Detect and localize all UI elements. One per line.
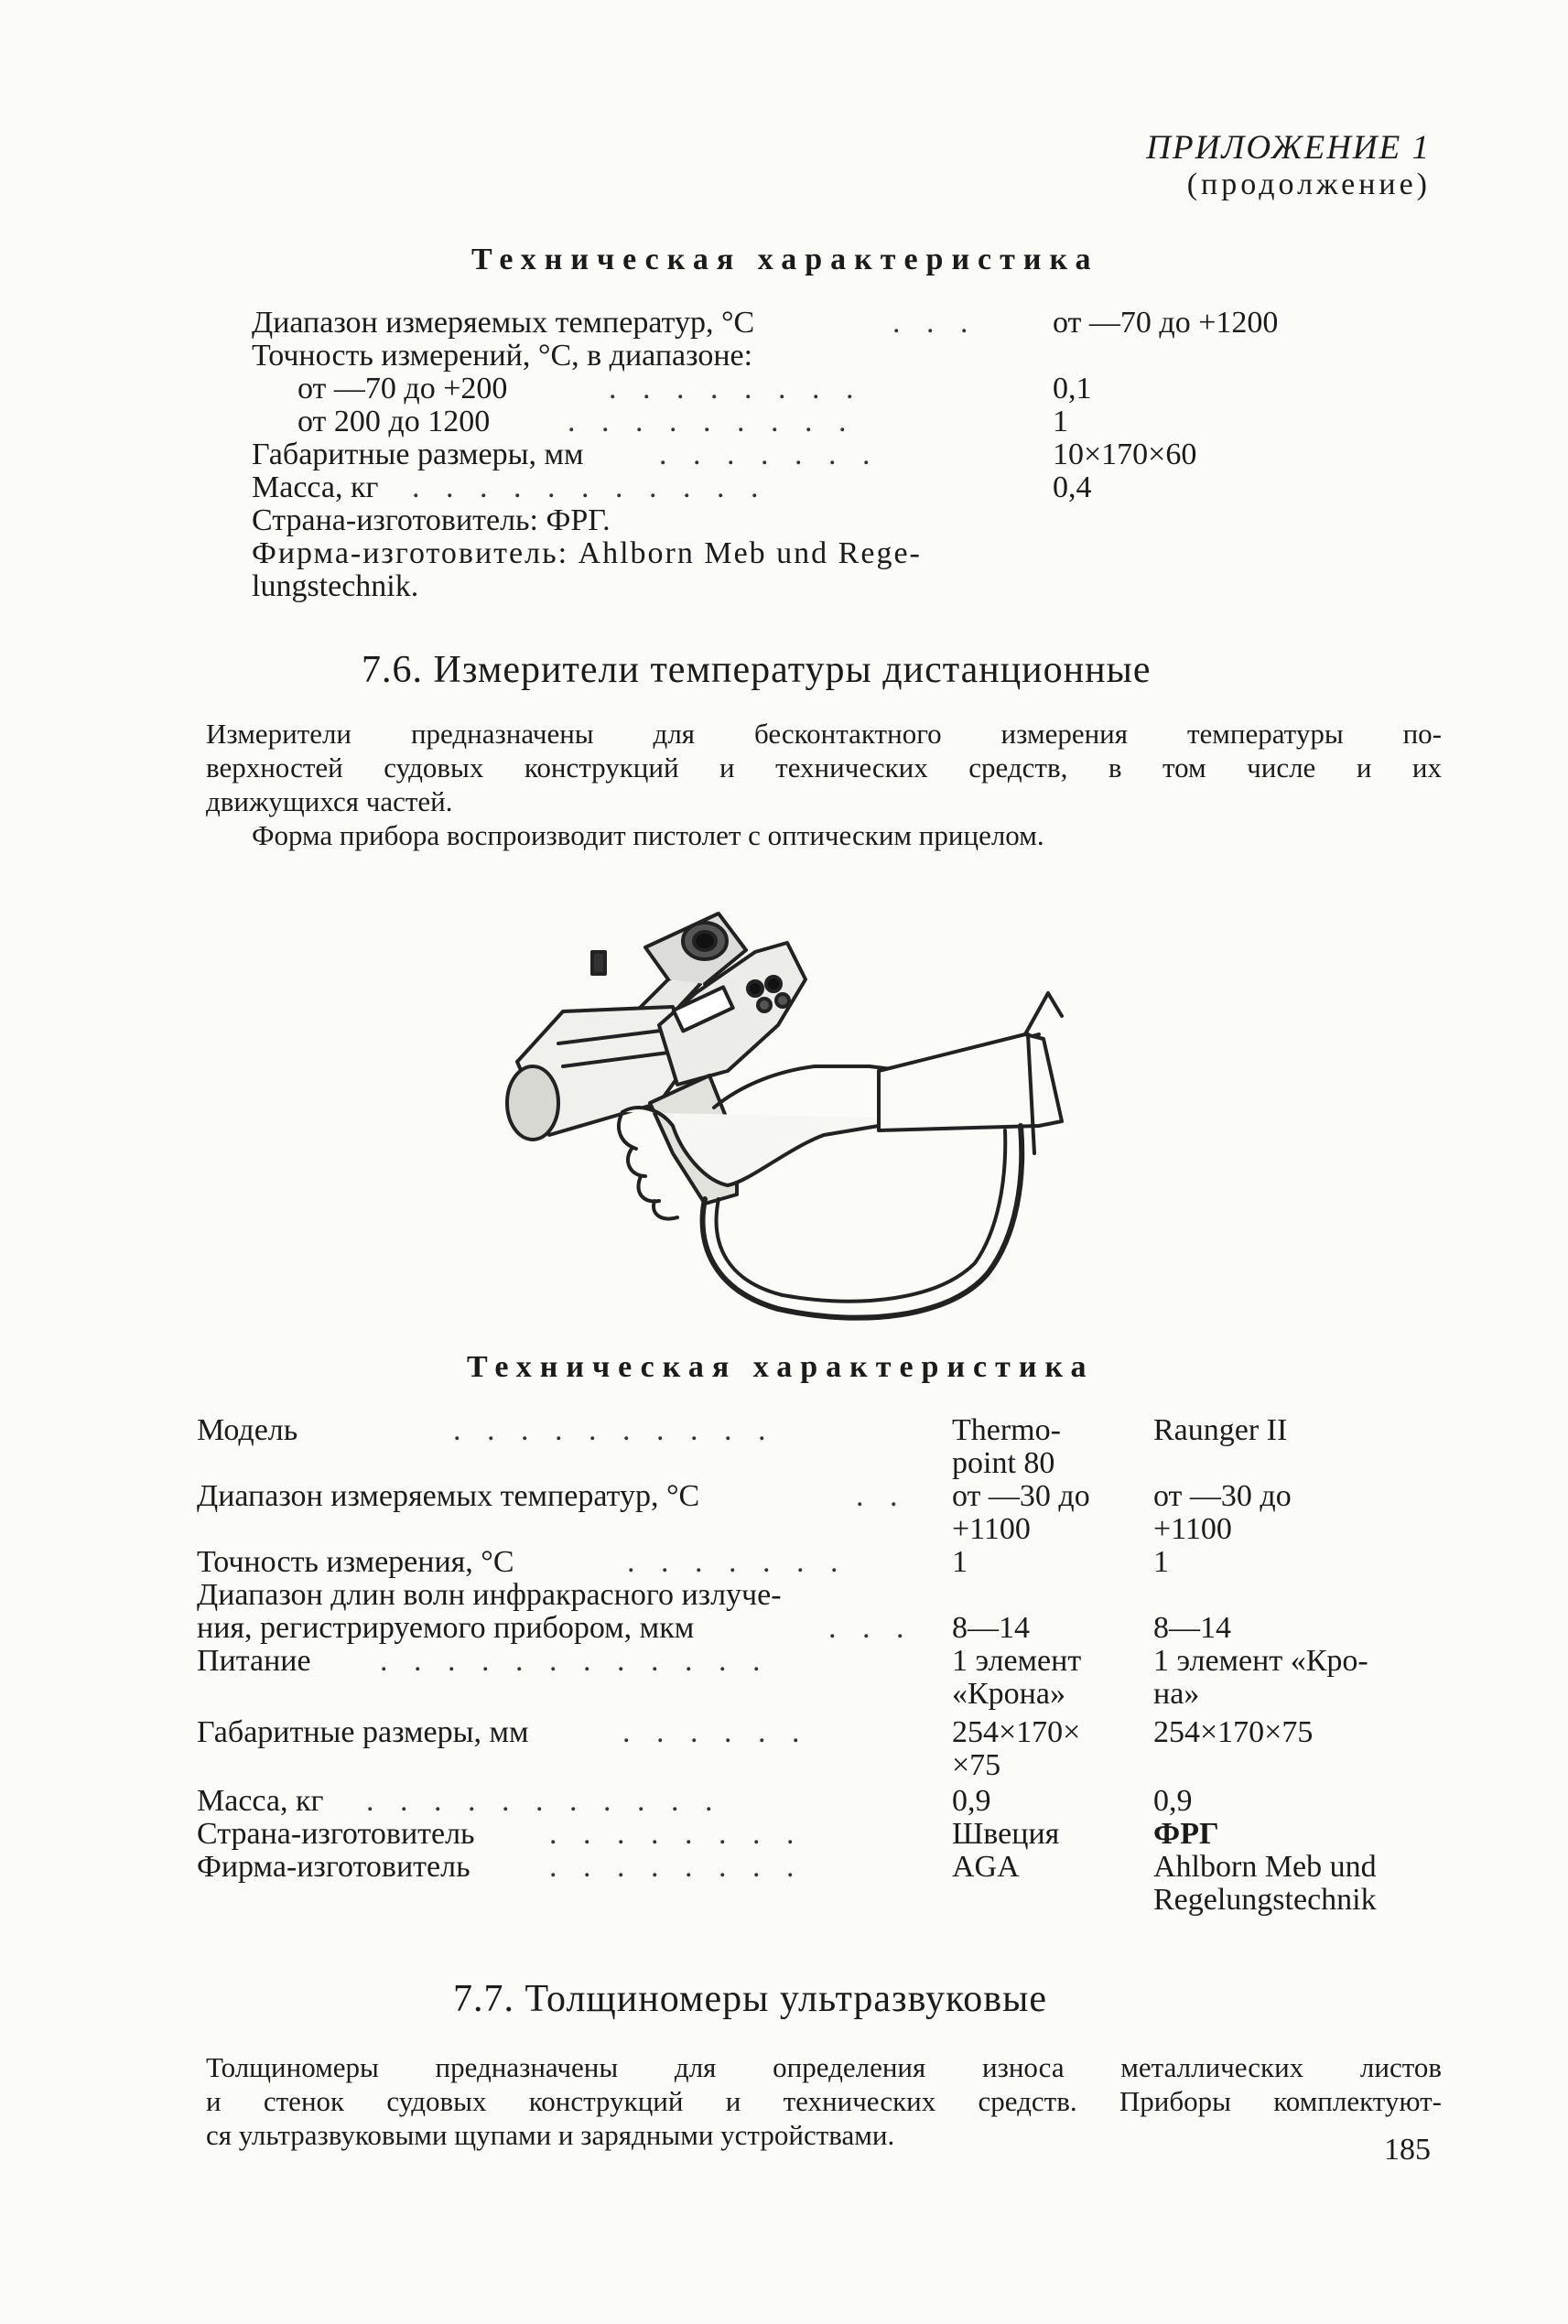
spec1-row-value: от —70 до +1200 [1053, 306, 1279, 340]
spec2-label: Фирма-изготовитель [197, 1850, 470, 1884]
section-7-7-line: и стенок судовых конструкций и технических средств. Приборы комплектуют- [206, 2085, 1442, 2117]
spec1-row-label: Диапазон измеряемых температур, °С [252, 306, 755, 340]
spec2-col1: 0,9 [952, 1784, 991, 1818]
spec2-col2: 254×170×75 [1153, 1715, 1314, 1749]
spec1-row-dots: . . . . . . . [659, 438, 880, 471]
spec2-col1: Thermo- [952, 1413, 1061, 1447]
spec2-dots: . . . . . . . . [549, 1850, 804, 1884]
spec1-country: Страна-изготовитель: ФРГ. [252, 503, 611, 537]
spec1-row-label: Габаритные размеры, мм [252, 438, 584, 471]
appendix-title: ПРИЛОЖЕНИЕ 1 [1146, 129, 1431, 167]
spec2-dots: . . . . . . [622, 1715, 809, 1749]
spec2-col2: +1100 [1153, 1512, 1232, 1546]
spec1-firm-line2: lungstechnik. [252, 569, 419, 603]
spec1-row-label: от 200 до 1200 [297, 405, 491, 438]
spec2-dots: . . . [828, 1611, 914, 1645]
spec2-title: Техническая характеристика [467, 1350, 1095, 1384]
spec1-row-label: Точность измерений, °С, в диапазоне: [252, 339, 753, 373]
spec2-col1: 1 элемент [952, 1644, 1082, 1678]
spec2-col2: Ahlborn Meb und [1153, 1850, 1377, 1884]
section-7-6-para-line: Измерители предназначены для бесконтактного измерения температуры по- [206, 718, 1442, 750]
spec2-col2: 8—14 [1153, 1611, 1231, 1645]
spec2-col2: Regelungstechnik [1153, 1883, 1377, 1917]
pyrometer-drawing [476, 879, 1391, 1336]
spec2-label: Точность измерения, °С [197, 1545, 514, 1579]
spec1-title: Техническая характеристика [471, 243, 1099, 276]
spec2-col1: +1100 [952, 1512, 1031, 1546]
spec2-col1: point 80 [952, 1446, 1055, 1480]
spec2-col1: 8—14 [952, 1611, 1030, 1645]
spec2-dots: . . . . . . . . [549, 1817, 804, 1851]
spec2-col1: Швеция [952, 1817, 1060, 1851]
spec2-dots: . . . . . . . . . . [453, 1413, 775, 1447]
spec2-col1: AGA [952, 1850, 1020, 1884]
spec2-label: ния, регистрируемого прибором, мкм [197, 1611, 695, 1645]
spec2-label: Диапазон измеряемых температур, °С [197, 1479, 700, 1513]
spec2-col2: Raunger II [1153, 1413, 1288, 1447]
pyrometer-illustration [476, 879, 1391, 1341]
spec1-row-dots: . . . . . . . . . . . [412, 470, 768, 504]
section-7-6-para-line: верхностей судовых конструкций и технических средств, в том числе и их [206, 751, 1442, 784]
spec2-dots: . . . . . . . . . . . . [380, 1644, 770, 1678]
section-7-7-line: Толщиномеры предназначены для определения износа металлических листов [206, 2051, 1442, 2083]
spec2-col1: 1 [952, 1545, 968, 1579]
spec2-dots: . . . . . . . [627, 1545, 848, 1579]
spec1-firm-line1: Фирма-изготовитель: Ahlborn Meb und Rege- [252, 536, 922, 570]
spec2-col2: от —30 до [1153, 1479, 1292, 1513]
spec2-col2: 1 [1153, 1545, 1169, 1579]
spec2-col2: 1 элемент «Кро- [1153, 1644, 1368, 1678]
spec1-row-dots: . . . . . . . . . [568, 405, 856, 438]
spec1-row-dots: . . . [892, 306, 978, 340]
spec2-label: Питание [197, 1644, 311, 1678]
spec1-row-dots: . . . . . . . . [609, 372, 863, 405]
spec2-label: Модель [197, 1413, 298, 1447]
section-7-7-line: ся ультразвуковыми щупами и зарядными устройствами. [206, 2119, 895, 2151]
spec2-col1: 254×170× [952, 1715, 1081, 1749]
spec1-row-value: 0,1 [1053, 372, 1092, 405]
spec2-col1: ×75 [952, 1748, 1001, 1782]
spec2-label: Габаритные размеры, мм [197, 1715, 529, 1749]
spec1-row-value: 0,4 [1053, 470, 1092, 504]
spec2-dots: . . . . . . . . . . . [366, 1784, 722, 1818]
spec2-col2: 0,9 [1153, 1784, 1193, 1818]
section-7-7-heading: 7.7. Толщиномеры ультразвуковые [453, 1978, 1047, 2020]
spec1-row-label: Масса, кг [252, 470, 379, 504]
spec2-col1: «Крона» [952, 1677, 1065, 1711]
section-7-6-para2: Форма прибора воспроизводит пистолет с оптическим прицелом. [252, 819, 1044, 851]
spec2-label: Диапазон длин волн инфракрасного излуче- [197, 1578, 782, 1612]
spec1-row-value: 10×170×60 [1053, 438, 1197, 471]
appendix-continued: (продолжение) [1186, 168, 1431, 201]
section-7-6-heading: 7.6. Измерители температуры дистанционные [362, 649, 1152, 691]
spec1-row-value: 1 [1053, 405, 1068, 438]
spec2-label: Масса, кг [197, 1784, 324, 1818]
spec2-col2: ФРГ [1153, 1817, 1219, 1851]
page-number: 185 [1384, 2133, 1431, 2167]
section-7-6-para-line: движущихся частей. [206, 785, 453, 817]
spec1-row-label: от —70 до +200 [297, 372, 508, 405]
spec2-label: Страна-изготовитель [197, 1817, 475, 1851]
spec2-dots: . . [856, 1479, 907, 1513]
spec2-col1: от —30 до [952, 1479, 1090, 1513]
spec2-col2: на» [1153, 1677, 1200, 1711]
